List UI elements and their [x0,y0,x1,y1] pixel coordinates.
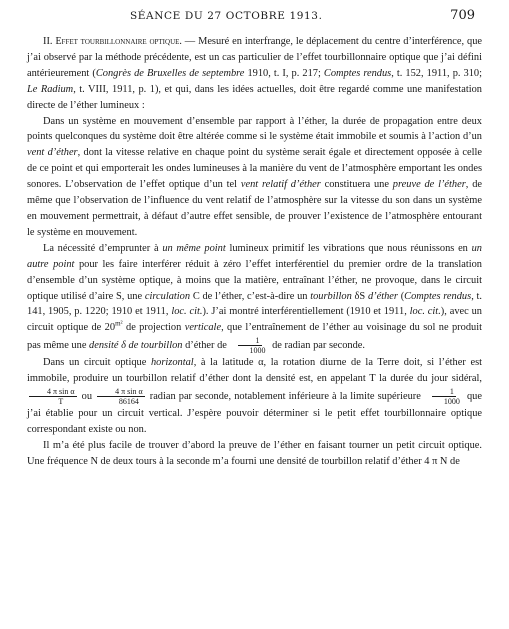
emphasis: vent relatif d’éther [240,179,321,191]
fraction: $\frac{\text{4 π sin α}}{T}$ [29,387,77,406]
paragraph-vent-ether: Dans un système en mouvement d’ensemble par rapport à l’éther, la durée de propagation entre deux points quelconques du système doit être altérée comme si le système était immobile et soumis à l’action d’un vent d’éther, dont la vitesse relative en chaque point du système serait égale et directement opposée à celle de ce point et qui emporterait les ondes lumineuses à la manière du vent de l’atmosphère emportant les ondes sonores. L’observation de l’effet optique d’un tel vent relatif d’éther constituera une preuve de l’éther, de même que l’observation de l’influence du vent relatif de l’atmosphère sur la vitesse du son dans un système en mouvement permettrait, à défaut d’autre effet sensible, de prouver l’existence de l’atmosphère entourant le système en mouvement. [27,115,483,238]
page-header [0,6,509,28]
paragraph-effet-tourbillonnaire: II. Effet tourbillonnaire optique. — Mesuré en interfrange, le déplacement du centre d’interférence, que j’ai observé par la méthode précédente, est un cas particulier de l’effet tourbillonnaire optique que j’ai défini antérieurement (Congrès de Bruxelles de septembre 1910, t. I, p. 217; Comptes rendus, t. 152, 1911, p. 310; Le Radium, t. VIII, 1911, p. 1), et qui, dans les idées actuelles, doit être regardé comme une manifestation directe de l’éther lumineux : [27,36,483,111]
emphasis: un même point [162,242,226,254]
emphasis: horizontal [150,357,194,369]
emphasis: preuve de l’éther [392,179,466,191]
running-title: SÉANCE DU 27 OCTOBRE 1913. [130,10,323,22]
emphasis: un autre point [27,242,482,270]
fraction: $\frac{\text{4 π sin α}}{86164}$ [97,387,145,406]
section-number: II. [43,36,53,47]
paragraph-preuve-ether: Il m’a été plus facile de trouver d’abord la preuve de l’éther en faisant tourner un petit circuit optique. Une fréquence N de deux tours à la seconde m’a fourni une densité de tourbillon relatif d’éther 4 π N de [27,439,482,467]
emphasis: vent d’éther [27,147,78,159]
emphasis: d’éther [367,290,398,302]
citation: Comptes rendus [323,67,392,79]
citation: loc. cit. [171,306,203,318]
emphasis: tourbillon [310,290,352,302]
page-number: 709 [450,8,475,23]
paragraph-circuit-horizontal: Dans un circuit optique horizontal, à la latitude α, la rotation diurne de la Terre doit, si l’éther est immobile, produire un tourbillon relatif d’éther dont la densité est, en appelant T la durée du jour sidéral, $\frac{\text{4 π sin α}}{T}$ ou $\frac{\text{4 π sin α}}{86164}$ radian par seconde, notablement inférieure à la limite supérieure $\frac{1}{1000}$ que j’ai établie pour un circuit vertical. J’espère pouvoir déterminer si le petit effet tourbillonnaire optique correspondant existe ou non. [27,357,483,435]
citation: Le Radium [27,83,74,95]
section-title: Effet tourbillonnaire optique. [55,36,182,47]
emphasis: densité δ de tourbillon [89,340,183,352]
body-text [27,34,482,470]
fraction: $\frac{1}{1000}$ [232,336,268,355]
paragraph-circulation: La nécessité d’emprunter à un même point lumineux primitif les vibrations que nous réunissons en un autre point pour les faire interférer réduit à zéro l’effet interférentiel du premier ordre de la translation d’ensemble d’un système optique, à moins que la matière, entraînant l’éther, ne provoque, dans le circuit optique utilisé d’aire S, une circulation C de l’éther, c’est-à-dire un tourbillon δS d’éther (Comptes rendus, t. 141, 1905, p. 1220; 1910 et 1911, loc. cit.). J’ai montré interférentiellement (1910 et 1911, loc. cit.), avec un circuit optique de $20^{m^2}$ de projection verticale, que l’entraînement de l’éther au voisinage du sol ne produit pas même une densité δ de tourbillon d’éther de $\frac{1}{1000}$ de radian par seconde. [27,242,483,356]
emphasis: verticale [184,322,222,334]
emphasis: circulation [144,290,191,302]
fraction: $\frac{1}{1000}$ [426,387,462,406]
citation: Comptes rendus [404,290,472,302]
citation: loc. cit. [409,306,441,318]
citation: Congrès de Bruxelles de septembre [95,67,245,79]
superscript: m² [115,319,123,328]
